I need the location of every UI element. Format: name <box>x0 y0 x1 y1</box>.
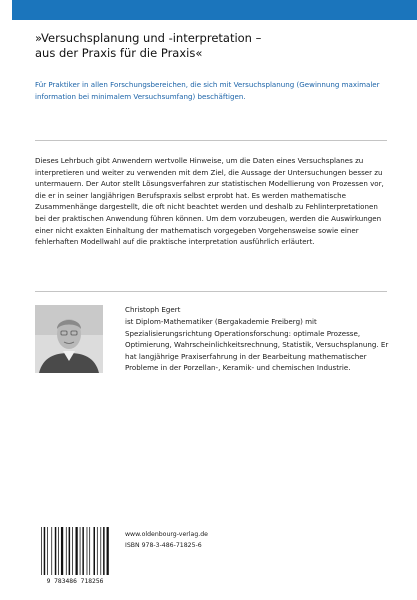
publisher-website: www.oldenbourg-verlag.de <box>125 531 208 538</box>
headline-line-1: »Versuchsplanung und -interpretation – <box>35 31 262 45</box>
spine-edge <box>0 0 12 600</box>
author-name: Christoph Egert <box>125 305 181 314</box>
divider <box>35 291 387 292</box>
headline <box>35 31 395 61</box>
barcode-digits: 9 783486 718256 <box>46 578 104 585</box>
intro-text: Für Praktiker in allen Forschungsbereichen, die sich mit Versuchsplanung (Gewinnung maximaler information bei minimalem Versuchsumfang) beschäftigen. <box>35 80 380 101</box>
top-accent-bar <box>0 0 417 20</box>
isbn-number: ISBN 978-3-486-71825-6 <box>125 542 202 549</box>
divider <box>35 140 387 141</box>
author-photo <box>35 305 103 373</box>
author-bio: ist Diplom-Mathematiker (Bergakademie Freiberg) mit Spezialisierungsrichtung Operationsforschung: optimale Prozesse, Optimierung, Wahrscheinlichkeitsrechnung, Statistik, Versuchsplanung. Er hat langjährige Praxiserfahrung in der Bearbeitung mathematischer Probleme in der Porzellan-, Keramik- und chemischen Industrie. <box>125 317 389 373</box>
description-text: Dieses Lehrbuch gibt Anwendern wertvolle Hinweise, um die Daten eines Versuchsplanes zu interpretieren und weiter zu verwenden mit dem Ziel, die Aussage der Untersuchungen besser zu untermauern. Der Autor stellt Lösungsverfahren zur statistischen Modellierung von Prozessen vor, die er in seiner langjährigen Berufspraxis selbst erprobt hat. Es werden mathematische Zusammenhänge dargestellt, die oft nicht beachtet werden und deshalb zu Fehlinterpretationen bei der praktischen Anwendung führen können. Um dem vorzubeugen, werden die Auswirkungen einer nicht exakten Einhaltung der mathematisch vorgegeben Vorgehensweise sowie einer fehlerhaften Modellwahl auf die praktische interpretation ausführlich erläutert. <box>35 156 384 247</box>
headline-line-2: aus der Praxis für die Praxis« <box>35 46 203 60</box>
isbn-barcode <box>35 525 115 585</box>
